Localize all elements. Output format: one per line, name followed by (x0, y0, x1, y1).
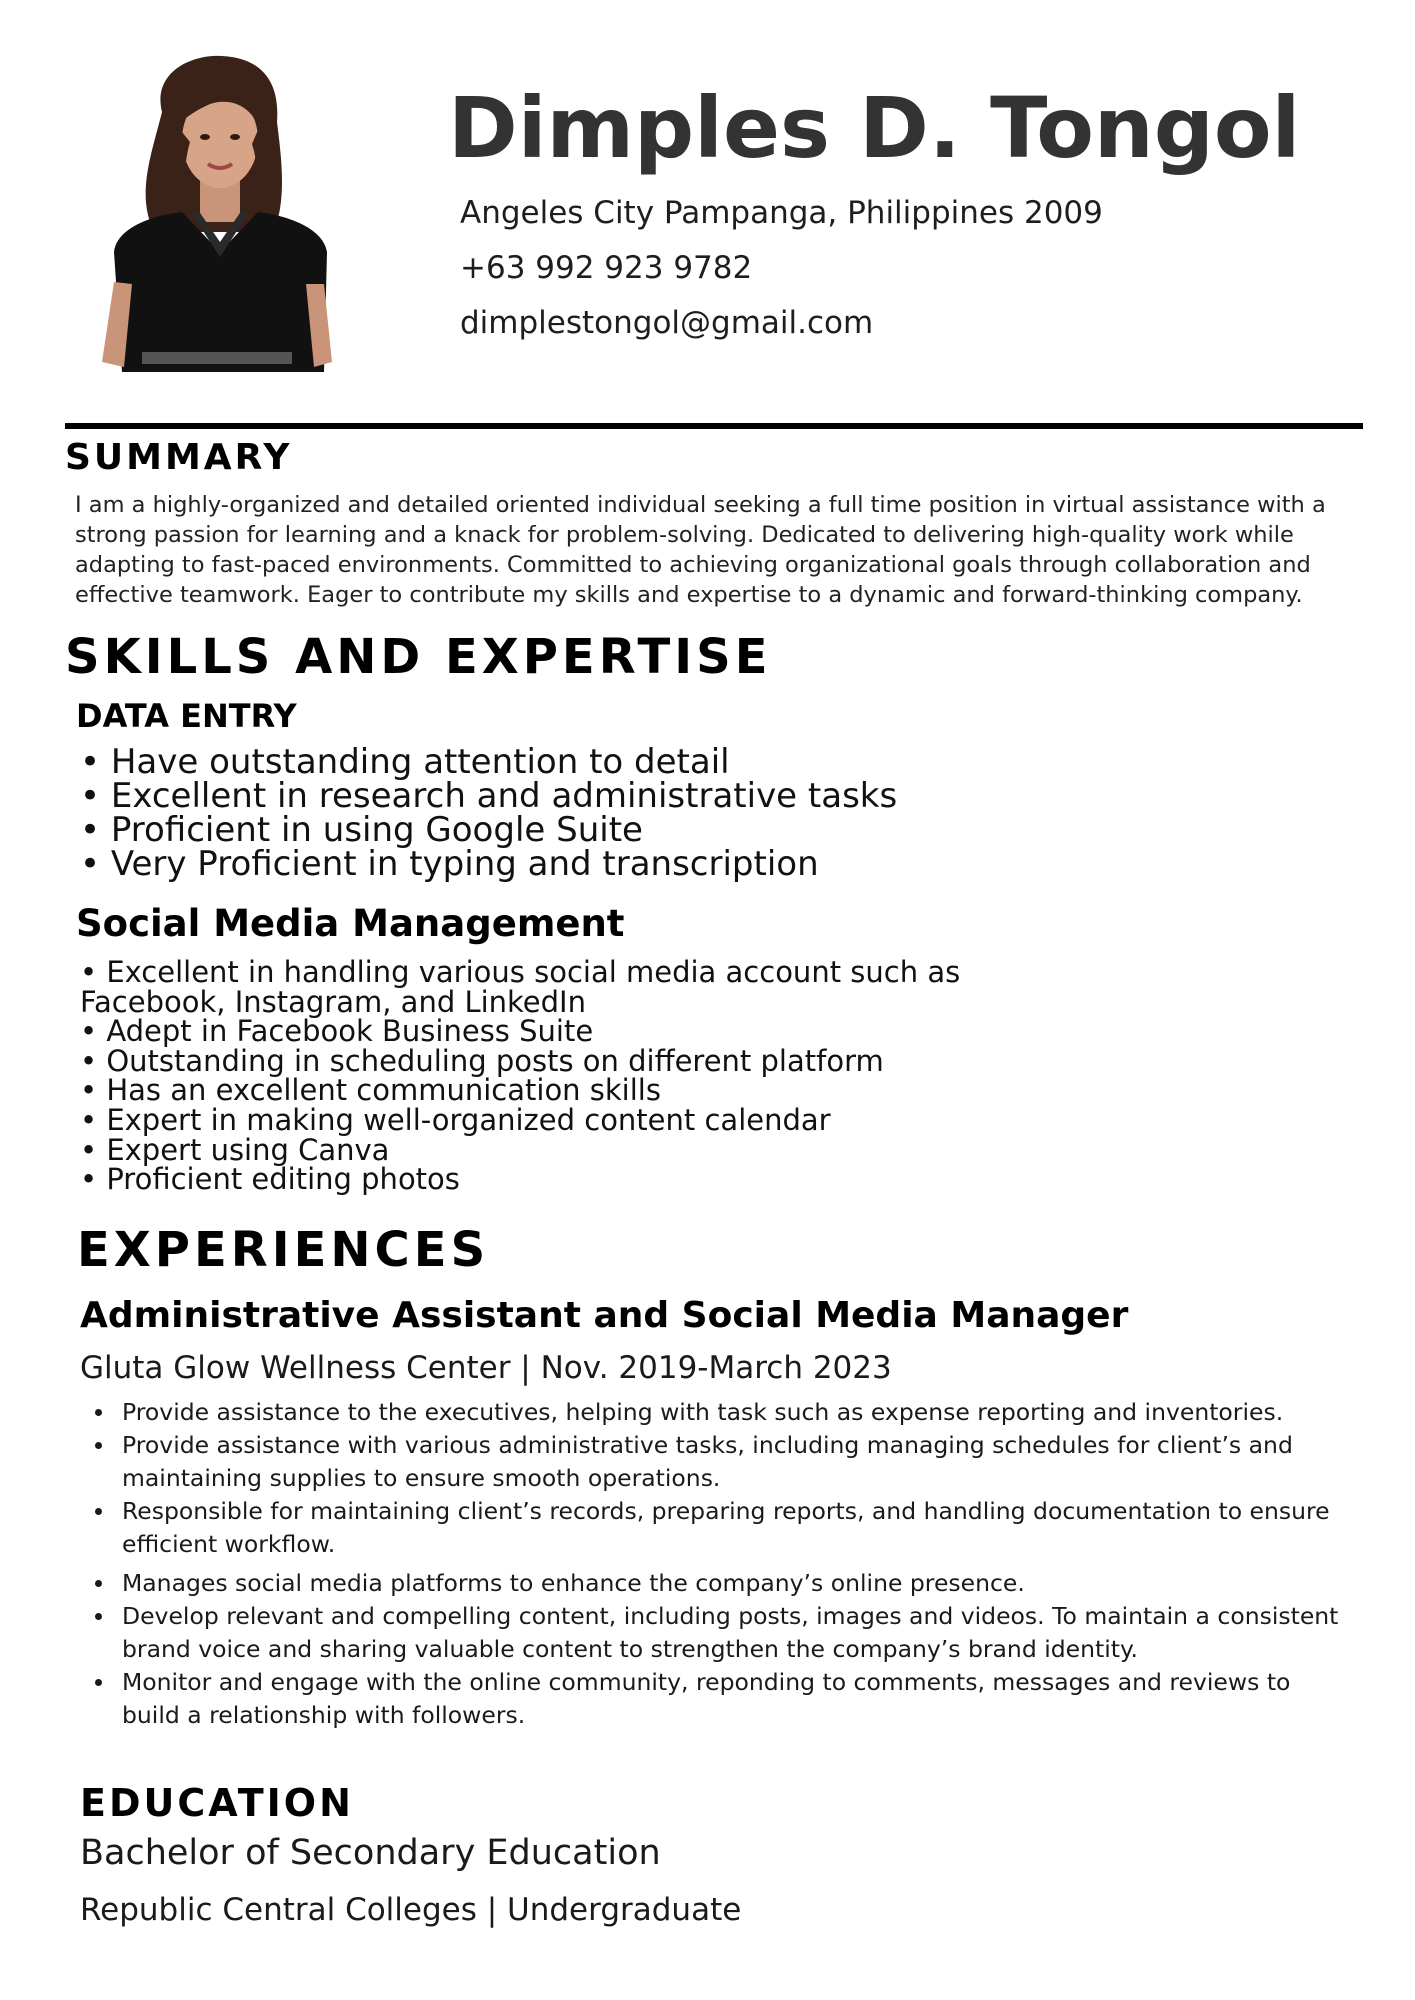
education-heading: EDUCATION (80, 1781, 354, 1825)
list-item: Provide assistance to the executives, helping with task such as expense reporting and inventories. (92, 1396, 1342, 1429)
list-item: Provide assistance with various administrative tasks, including managing schedules for client’s and maintaining supplies to ensure smooth operations. (92, 1429, 1342, 1495)
data-entry-heading: DATA ENTRY (76, 697, 297, 735)
list-item: • Excellent in research and administrative tasks (80, 776, 898, 816)
list-item: • Expert in making well-organized content calendar (80, 1102, 831, 1137)
job-title: Administrative Assistant and Social Media Manager (80, 1295, 1129, 1336)
address: Angeles City Pampanga, Philippines 2009 (460, 195, 1103, 231)
list-item: • Excellent in handling various social media account such as (80, 955, 961, 989)
phone: +63 992 923 9782 (460, 250, 753, 286)
education-degree: Bachelor of Secondary Education (80, 1833, 661, 1873)
list-item: • Have outstanding attention to detail (80, 742, 730, 782)
list-item: Manages social media platforms to enhance the company’s online presence. (92, 1567, 1342, 1600)
list-item: • Very Proficient in typing and transcription (80, 844, 819, 884)
skills-heading: SKILLS AND EXPERTISE (65, 629, 772, 685)
list-item: Facebook, Instagram, and LinkedIn (80, 984, 586, 1019)
list-item: Responsible for maintaining client’s records, preparing reports, and handling documentation to ensure efficient workflow. (92, 1495, 1342, 1561)
summary-text: I am a highly-organized and detailed oriented individual seeking a full time position in virtual assistance with a strong passion for learning and a knack for problem-solving. Dedicated to delivering high-quality work while adapting to fast-paced environments. Committed to achieving organizational goals through collaboration and effective teamwork. Eager to contribute my skills and expertise to a dynamic and forward-thinking company. (75, 492, 1326, 608)
list-item: Monitor and engage with the online community, reponding to comments, messages and reviews to build a relationship with followers. (92, 1666, 1342, 1732)
social-media-heading: Social Media Management (76, 902, 625, 945)
header-divider (65, 423, 1363, 429)
education-school: Republic Central Colleges | Undergraduate (80, 1892, 742, 1928)
list-item: • Adept in Facebook Business Suite (80, 1014, 594, 1049)
summary-heading: SUMMARY (65, 437, 293, 478)
list-item: • Proficient in using Google Suite (80, 810, 643, 850)
list-item: • Proficient editing photos (80, 1162, 460, 1197)
job-company: Gluta Glow Wellness Center | Nov. 2019-March 2023 (80, 1350, 892, 1386)
list-item: • Has an excellent communication skills (80, 1073, 661, 1108)
job-duties-list (92, 1396, 1342, 1732)
list-item: • Expert using Canva (80, 1132, 390, 1167)
email: dimplestongol@gmail.com (460, 305, 874, 341)
social-media-list (80, 955, 961, 1197)
profile-photo (92, 52, 342, 377)
data-entry-list (80, 742, 898, 884)
list-item: • Outstanding in scheduling posts on different platform (80, 1043, 884, 1078)
list-item: Develop relevant and compelling content, including posts, images and videos. To maintain a consistent brand voice and sharing valuable content to strengthen the company’s brand identity. (92, 1600, 1342, 1666)
candidate-name: Dimples D. Tongol (448, 79, 1301, 177)
experiences-heading: EXPERIENCES (77, 1222, 490, 1278)
